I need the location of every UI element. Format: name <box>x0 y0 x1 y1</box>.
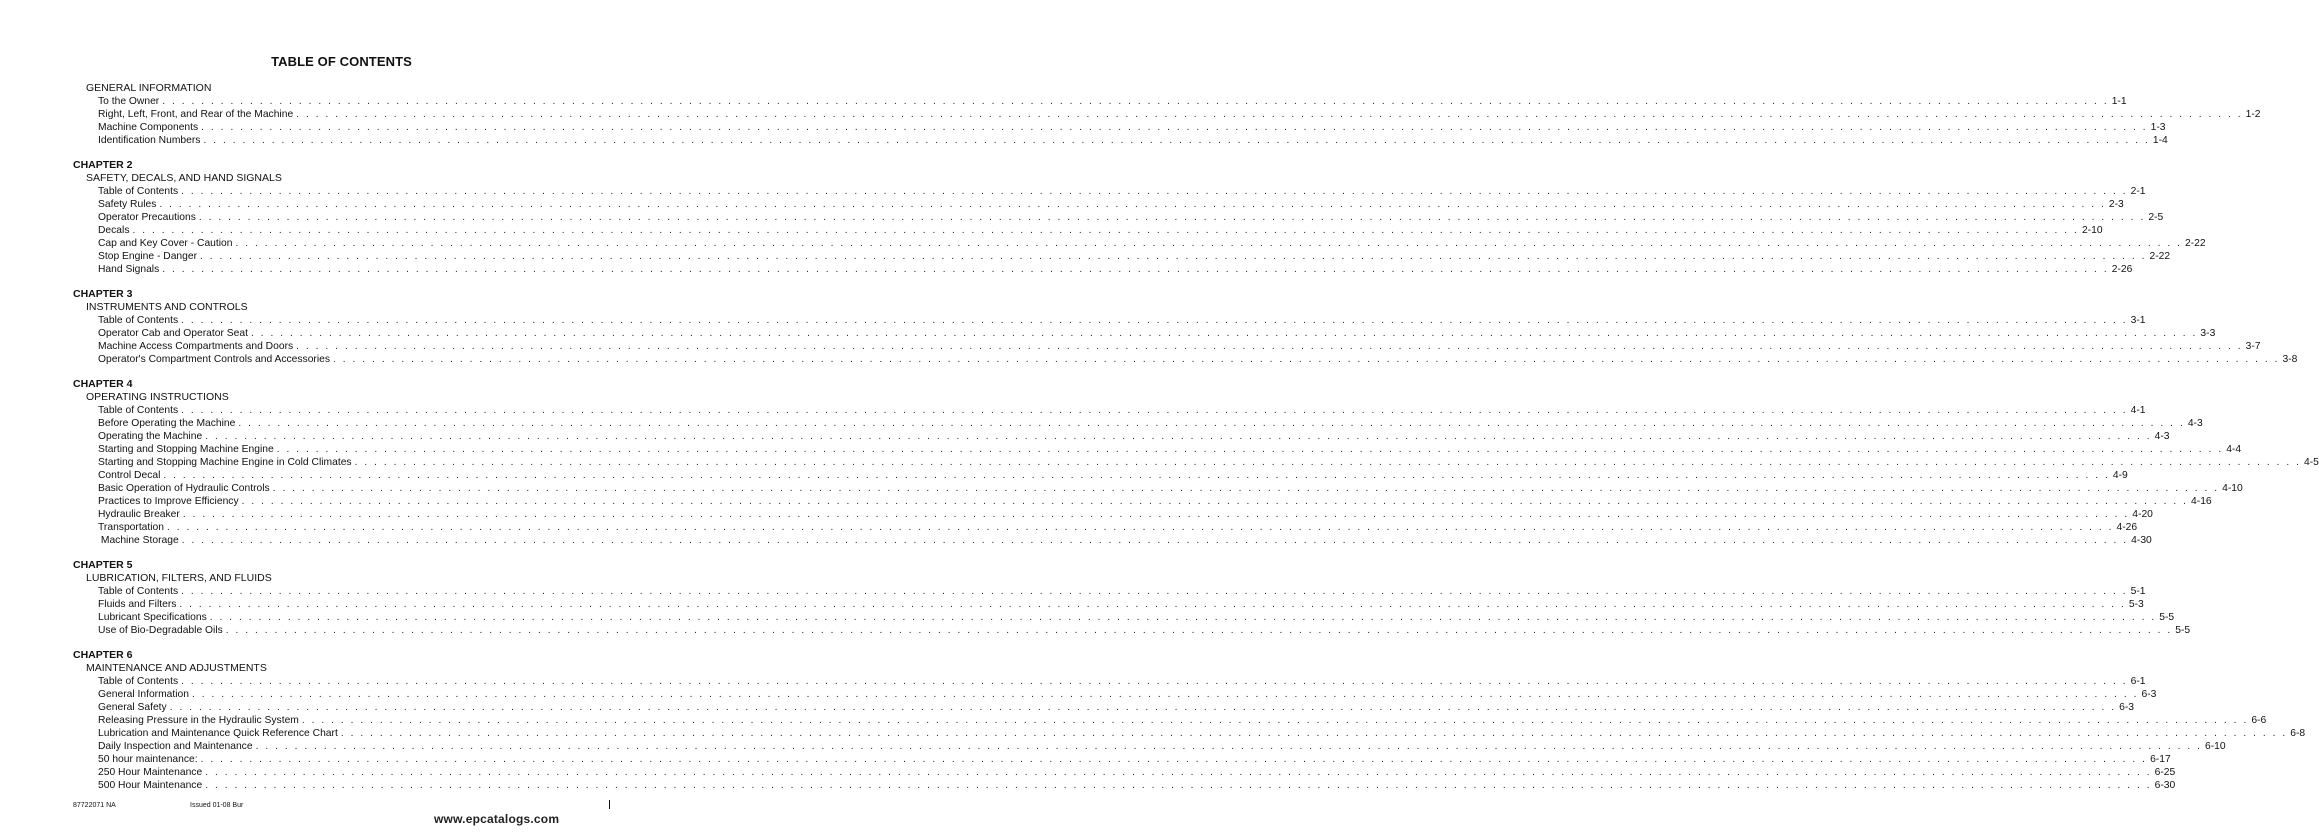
toc-entry[interactable] <box>98 340 2261 353</box>
dot-leader: . . . . . . . . . . . . . . . . . . . . . . . . . . . . . . . . . . . . . . . . . . . . . . . . . . . . . . . . . . . . . . . . . . . . . . . . . . . . . . . . . . . . . . . . . . . . . . . . . . . . . . . . . . . . . . . . . . . . . . . . . . . . . . . . . . . . . . . . . . . . . . . . . . . . . . . . . . . . . . . . . . . . . . . . . . . . . . . . . . . . . . . . . . . . . . . . . . . . . . . . <box>162 96 2109 107</box>
toc-entry-page: 3-7 <box>2245 341 2261 352</box>
toc-entry-text: Operator Precautions <box>98 212 196 223</box>
toc-entry[interactable] <box>98 469 2128 482</box>
toc-entry-text: Machine Storage <box>98 535 179 546</box>
dot-leader: . . . . . . . . . . . . . . . . . . . . . . . . . . . . . . . . . . . . . . . . . . . . . . . . . . . . . . . . . . . . . . . . . . . . . . . . . . . . . . . . . . . . . . . . . . . . . . . . . . . . . . . . . . . . . . . . . . . . . . . . . . . . . . . . . . . . . . . . . . . . . . . . . . . . . . . . . . . . . . . . . . . . . . . . . . . . . . . . . . . . . . . . . . . . . . . . . . . . . . . . <box>205 780 2152 791</box>
section-title: MAINTENANCE AND ADJUSTMENTS <box>86 662 267 674</box>
toc-entry[interactable] <box>98 121 2166 134</box>
toc-entry-text: General Safety <box>98 702 167 713</box>
dot-leader: . . . . . . . . . . . . . . . . . . . . . . . . . . . . . . . . . . . . . . . . . . . . . . . . . . . . . . . . . . . . . . . . . . . . . . . . . . . . . . . . . . . . . . . . . . . . . . . . . . . . . . . . . . . . . . . . . . . . . . . . . . . . . . . . . . . . . . . . . . . . . . . . . . . . . . . . . . . . . . . . . . . . . . . . . . . . . . . . . . . . . . . . . . . . . . . . . . . . . . . . <box>181 405 2128 416</box>
toc-entry-text: Starting and Stopping Machine Engine in Cold Climates <box>98 457 352 468</box>
toc-entry-text: Table of Contents <box>98 186 179 197</box>
toc-entry-page: 5-5 <box>2175 625 2191 636</box>
dot-leader: . . . . . . . . . . . . . . . . . . . . . . . . . . . . . . . . . . . . . . . . . . . . . . . . . . . . . . . . . . . . . . . . . . . . . . . . . . . . . . . . . . . . . . . . . . . . . . . . . . . . . . . . . . . . . . . . . . . . . . . . . . . . . . . . . . . . . . . . . . . . . . . . . . . . . . . . . . . . . . . . . . . . . . . . . . . . . . . . . . . . . . . . . . . . . . . . . . . . . . . . <box>163 470 2110 481</box>
dot-leader: . . . . . . . . . . . . . . . . . . . . . . . . . . . . . . . . . . . . . . . . . . . . . . . . . . . . . . . . . . . . . . . . . . . . . . . . . . . . . . . . . . . . . . . . . . . . . . . . . . . . . . . . . . . . . . . . . . . . . . . . . . . . . . . . . . . . . . . . . . . . . . . . . . . . . . . . . . . . . . . . . . . . . . . . . . . . . . . . . . . . . . . . . . . . . . . . . . . . . . . . <box>205 431 2152 442</box>
dot-leader: . . . . . . . . . . . . . . . . . . . . . . . . . . . . . . . . . . . . . . . . . . . . . . . . . . . . . . . . . . . . . . . . . . . . . . . . . . . . . . . . . . . . . . . . . . . . . . . . . . . . . . . . . . . . . . . . . . . . . . . . . . . . . . . . . . . . . . . . . . . . . . . . . . . . . . . . . . . . . . . . . . . . . . . . . . . . . . . . . . . . . . . . . . . . . . . . . . . . . . . . <box>296 341 2243 352</box>
toc-entry[interactable] <box>98 779 2176 792</box>
page-title: TABLE OF CONTENTS <box>271 54 412 69</box>
section-title: INSTRUMENTS AND CONTROLS <box>86 301 248 313</box>
section-spacer <box>0 147 647 159</box>
toc-entry[interactable] <box>98 482 2243 495</box>
toc-entry-page: 6-6 <box>2251 715 2267 726</box>
toc-entry-text: Identification Numbers <box>98 135 201 146</box>
toc-entry-page: 2-3 <box>2108 199 2124 210</box>
toc-entry-text: Machine Access Compartments and Doors <box>98 341 294 352</box>
toc-entry-text: To the Owner <box>98 96 160 107</box>
toc-entry[interactable] <box>98 443 2242 456</box>
toc-entry-text: Operator's Compartment Controls and Accessories <box>98 354 331 365</box>
toc-entry-text: 250 Hour Maintenance <box>98 767 203 778</box>
toc-entry-text: Starting and Stopping Machine Engine <box>98 444 274 455</box>
toc-entry[interactable] <box>98 675 2146 688</box>
toc-entry[interactable] <box>98 714 2267 727</box>
toc-entry-page: 6-1 <box>2130 676 2146 687</box>
part-number: 87722071 NA <box>73 802 116 809</box>
toc-entry-page: 2-10 <box>2081 225 2103 236</box>
toc-entry[interactable] <box>98 430 2170 443</box>
toc-entry-text: Table of Contents <box>98 315 179 326</box>
dot-leader: . . . . . . . . . . . . . . . . . . . . . . . . . . . . . . . . . . . . . . . . . . . . . . . . . . . . . . . . . . . . . . . . . . . . . . . . . . . . . . . . . . . . . . . . . . . . . . . . . . . . . . . . . . . . . . . . . . . . . . . . . . . . . . . . . . . . . . . . . . . . . . . . . . . . . . . . . . . . . . . . . . . . . . . . . . . . . . . . . . . . . . . . . . . . . . . . . . . . . . . . <box>181 315 2128 326</box>
dot-leader: . . . . . . . . . . . . . . . . . . . . . . . . . . . . . . . . . . . . . . . . . . . . . . . . . . . . . . . . . . . . . . . . . . . . . . . . . . . . . . . . . . . . . . . . . . . . . . . . . . . . . . . . . . . . . . . . . . . . . . . . . . . . . . . . . . . . . . . . . . . . . . . . . . . . . . . . . . . . . . . . . . . . . . . . . . . . . . . . . . . . . . . . . . . . . . . . . . . . . . . . <box>200 754 2148 765</box>
toc-entry-page: 4-16 <box>2191 496 2212 507</box>
toc-entry-page: 5-1 <box>2130 586 2146 597</box>
issue-info: Issued 01-08 Bur <box>190 802 244 809</box>
dot-leader: . . . . . . . . . . . . . . . . . . . . . . . . . . . . . . . . . . . . . . . . . . . . . . . . . . . . . . . . . . . . . . . . . . . . . . . . . . . . . . . . . . . . . . . . . . . . . . . . . . . . . . . . . . . . . . . . . . . . . . . . . . . . . . . . . . . . . . . . . . . . . . . . . . . . . . . . . . . . . . . . . . . . . . . . . . . . . . . . . . . . . . . . . . . . . . . . . . . . . . . . <box>181 186 2128 197</box>
toc-entry-page: 4-10 <box>2222 483 2243 494</box>
dot-leader: . . . . . . . . . . . . . . . . . . . . . . . . . . . . . . . . . . . . . . . . . . . . . . . . . . . . . . . . . . . . . . . . . . . . . . . . . . . . . . . . . . . . . . . . . . . . . . . . . . . . . . . . . . . . . . . . . . . . . . . . . . . . . . . . . . . . . . . . . . . . . . . . . . . . . . . . . . . . . . . . . . . . . . . . . . . . . . . . . . . . . . . . . . . . . . . . . . . . . . . . <box>192 689 2139 700</box>
toc-entry[interactable] <box>98 701 2135 714</box>
section-spacer <box>0 276 647 288</box>
toc-entry-page: 2-1 <box>2130 186 2146 197</box>
toc-entry[interactable] <box>98 688 2157 701</box>
toc-entry-text: Fluids and Filters <box>98 599 177 610</box>
dot-leader: . . . . . . . . . . . . . . . . . . . . . . . . . . . . . . . . . . . . . . . . . . . . . . . . . . . . . . . . . . . . . . . . . . . . . . . . . . . . . . . . . . . . . . . . . . . . . . . . . . . . . . . . . . . . . . . . . . . . . . . . . . . . . . . . . . . . . . . . . . . . . . . . . . . . . . . . . . . . . . . . . . . . . . . . . . . . . . . . . . . . . . . . . . . . . . . . . . . . . . . . <box>241 496 2189 507</box>
toc-entry-text: Table of Contents <box>98 586 179 597</box>
toc-entry[interactable] <box>98 224 2103 237</box>
dot-leader: . . . . . . . . . . . . . . . . . . . . . . . . . . . . . . . . . . . . . . . . . . . . . . . . . . . . . . . . . . . . . . . . . . . . . . . . . . . . . . . . . . . . . . . . . . . . . . . . . . . . . . . . . . . . . . . . . . . . . . . . . . . . . . . . . . . . . . . . . . . . . . . . . . . . . . . . . . . . . . . . . . . . . . . . . . . . . . . . . . . . . . . . . . . . . . . . . . . . . . . . <box>255 741 2203 752</box>
toc-entry-page: 6-25 <box>2154 767 2176 778</box>
toc-entry[interactable] <box>98 95 2127 108</box>
toc-entry[interactable] <box>98 263 2133 276</box>
toc-entry[interactable] <box>98 108 2261 121</box>
toc-entry-text: Control Decal <box>98 470 161 481</box>
toc-entry-page: 3-3 <box>2200 328 2216 339</box>
toc-entry-page: 4-4 <box>2226 444 2242 455</box>
dot-leader: . . . . . . . . . . . . . . . . . . . . . . . . . . . . . . . . . . . . . . . . . . . . . . . . . . . . . . . . . . . . . . . . . . . . . . . . . . . . . . . . . . . . . . . . . . . . . . . . . . . . . . . . . . . . . . . . . . . . . . . . . . . . . . . . . . . . . . . . . . . . . . . . . . . . . . . . . . . . . . . . . . . . . . . . . . . . . . . . . . . . . . . . . . . . . . . . . . . . . . . . <box>205 767 2152 778</box>
chapter-label: CHAPTER 6 <box>73 649 133 661</box>
toc-entry-page: 1-2 <box>2245 109 2261 120</box>
toc-entry-text: Safety Rules <box>98 199 157 210</box>
dot-leader: . . . . . . . . . . . . . . . . . . . . . . . . . . . . . . . . . . . . . . . . . . . . . . . . . . . . . . . . . . . . . . . . . . . . . . . . . . . . . . . . . . . . . . . . . . . . . . . . . . . . . . . . . . . . . . . . . . . . . . . . . . . . . . . . . . . . . . . . . . . . . . . . . . . . . . . . . . . . . . . . . . . . . . . . . . . . . . . . . . . . . . . . . . . . . . . . . . . . . . . . <box>235 238 2182 249</box>
toc-entry[interactable] <box>98 237 2206 250</box>
toc-section <box>0 559 2191 637</box>
toc-entry-text: Decals <box>98 225 130 236</box>
toc-entry-text: Cap and Key Cover - Caution <box>98 238 233 249</box>
toc-entry-text: Lubrication and Maintenance Quick Reference Chart <box>98 728 338 739</box>
chapter-label: CHAPTER 5 <box>73 559 133 571</box>
toc-entry[interactable] <box>98 521 2138 534</box>
toc-entry-text: Lubricant Specifications <box>98 612 207 623</box>
toc-section <box>0 159 2206 276</box>
dot-leader: . . . . . . . . . . . . . . . . . . . . . . . . . . . . . . . . . . . . . . . . . . . . . . . . . . . . . . . . . . . . . . . . . . . . . . . . . . . . . . . . . . . . . . . . . . . . . . . . . . . . . . . . . . . . . . . . . . . . . . . . . . . . . . . . . . . . . . . . . . . . . . . . . . . . . . . . . . . . . . . . . . . . . . . . . . . . . . . . . . . . . . . . . . . . . . . . . . . . . . . . <box>181 586 2128 597</box>
dot-leader: . . . . . . . . . . . . . . . . . . . . . . . . . . . . . . . . . . . . . . . . . . . . . . . . . . . . . . . . . . . . . . . . . . . . . . . . . . . . . . . . . . . . . . . . . . . . . . . . . . . . . . . . . . . . . . . . . . . . . . . . . . . . . . . . . . . . . . . . . . . . . . . . . . . . . . . . . . . . . . . . . . . . . . . . . . . . . . . . . . . . . . . . . . . . . . . . . . . . . . . . <box>225 625 2173 636</box>
dot-leader: . . . . . . . . . . . . . . . . . . . . . . . . . . . . . . . . . . . . . . . . . . . . . . . . . . . . . . . . . . . . . . . . . . . . . . . . . . . . . . . . . . . . . . . . . . . . . . . . . . . . . . . . . . . . . . . . . . . . . . . . . . . . . . . . . . . . . . . . . . . . . . . . . . . . . . . . . . . . . . . . . . . . . . . . . . . . . . . . . . . . . . . . . . . . . . . . . . . . . . . . <box>250 328 2198 339</box>
dot-leader: . . . . . . . . . . . . . . . . . . . . . . . . . . . . . . . . . . . . . . . . . . . . . . . . . . . . . . . . . . . . . . . . . . . . . . . . . . . . . . . . . . . . . . . . . . . . . . . . . . . . . . . . . . . . . . . . . . . . . . . . . . . . . . . . . . . . . . . . . . . . . . . . . . . . . . . . . . . . . . . . . . . . . . . . . . . . . . . . . . . . . . . . . . . . . . . . . . . . . . . . <box>169 702 2117 713</box>
section-spacer <box>0 637 647 649</box>
toc-entry[interactable] <box>98 534 2152 547</box>
toc-section <box>0 82 2261 147</box>
toc-entry[interactable] <box>98 611 2175 624</box>
toc-entry-page: 6-8 <box>2290 728 2306 739</box>
dot-leader: . . . . . . . . . . . . . . . . . . . . . . . . . . . . . . . . . . . . . . . . . . . . . . . . . . . . . . . . . . . . . . . . . . . . . . . . . . . . . . . . . . . . . . . . . . . . . . . . . . . . . . . . . . . . . . . . . . . . . . . . . . . . . . . . . . . . . . . . . . . . . . . . . . . . . . . . . . . . . . . . . . . . . . . . . . . . . . . . . . . . . . . . . . . . . . . . . . . . . . . . <box>354 457 2302 468</box>
dot-leader: . . . . . . . . . . . . . . . . . . . . . . . . . . . . . . . . . . . . . . . . . . . . . . . . . . . . . . . . . . . . . . . . . . . . . . . . . . . . . . . . . . . . . . . . . . . . . . . . . . . . . . . . . . . . . . . . . . . . . . . . . . . . . . . . . . . . . . . . . . . . . . . . . . . . . . . . . . . . . . . . . . . . . . . . . . . . . . . . . . . . . . . . . . . . . . . . . . . . . . . . <box>159 199 2106 210</box>
watermark-text: www.epcatalogs.com <box>434 812 560 826</box>
toc-entry-page: 4-26 <box>2116 522 2138 533</box>
dot-leader: . . . . . . . . . . . . . . . . . . . . . . . . . . . . . . . . . . . . . . . . . . . . . . . . . . . . . . . . . . . . . . . . . . . . . . . . . . . . . . . . . . . . . . . . . . . . . . . . . . . . . . . . . . . . . . . . . . . . . . . . . . . . . . . . . . . . . . . . . . . . . . . . . . . . . . . . . . . . . . . . . . . . . . . . . . . . . . . . . . . . . . . . . . . . . . . . . . . . . . . . <box>276 444 2224 455</box>
toc-entry-page: 2-26 <box>2111 264 2133 275</box>
toc-entry-text: 50 hour maintenance: <box>98 754 198 765</box>
toc-section <box>0 649 2306 792</box>
toc-entry[interactable] <box>98 766 2176 779</box>
section-title: GENERAL INFORMATION <box>86 82 212 94</box>
section-title: LUBRICATION, FILTERS, AND FLUIDS <box>86 572 272 584</box>
toc-entry-text: Table of Contents <box>98 676 179 687</box>
toc-entry-page: 5-3 <box>2128 599 2144 610</box>
toc-entry[interactable] <box>98 495 2212 508</box>
toc-entry-page: 3-8 <box>2282 354 2298 365</box>
dot-leader: . . . . . . . . . . . . . . . . . . . . . . . . . . . . . . . . . . . . . . . . . . . . . . . . . . . . . . . . . . . . . . . . . . . . . . . . . . . . . . . . . . . . . . . . . . . . . . . . . . . . . . . . . . . . . . . . . . . . . . . . . . . . . . . . . . . . . . . . . . . . . . . . . . . . . . . . . . . . . . . . . . . . . . . . . . . . . . . . . . . . . . . . . . . . . . . . . . . . . . . . <box>203 135 2150 146</box>
toc-section <box>0 378 2319 547</box>
dot-leader: . . . . . . . . . . . . . . . . . . . . . . . . . . . . . . . . . . . . . . . . . . . . . . . . . . . . . . . . . . . . . . . . . . . . . . . . . . . . . . . . . . . . . . . . . . . . . . . . . . . . . . . . . . . . . . . . . . . . . . . . . . . . . . . . . . . . . . . . . . . . . . . . . . . . . . . . . . . . . . . . . . . . . . . . . . . . . . . . . . . . . . . . . . . . . . . . . . . . . . . . <box>209 612 2157 623</box>
dot-leader: . . . . . . . . . . . . . . . . . . . . . . . . . . . . . . . . . . . . . . . . . . . . . . . . . . . . . . . . . . . . . . . . . . . . . . . . . . . . . . . . . . . . . . . . . . . . . . . . . . . . . . . . . . . . . . . . . . . . . . . . . . . . . . . . . . . . . . . . . . . . . . . . . . . . . . . . . . . . . . . . . . . . . . . . . . . . . . . . . . . . . . . . . . . . . . . . . . . . . . . . <box>301 715 2249 726</box>
toc-entry-page: 6-3 <box>2141 689 2157 700</box>
toc-entry-text: 500 Hour Maintenance <box>98 780 203 791</box>
dot-leader: . . . . . . . . . . . . . . . . . . . . . . . . . . . . . . . . . . . . . . . . . . . . . . . . . . . . . . . . . . . . . . . . . . . . . . . . . . . . . . . . . . . . . . . . . . . . . . . . . . . . . . . . . . . . . . . . . . . . . . . . . . . . . . . . . . . . . . . . . . . . . . . . . . . . . . . . . . . . . . . . . . . . . . . . . . . . . . . . . . . . . . . . . . . . . . . . . . . . . . . . <box>198 212 2146 223</box>
toc-entry[interactable] <box>98 134 2168 147</box>
toc-entry-page: 1-4 <box>2152 135 2168 146</box>
chapter-label: CHAPTER 4 <box>73 378 133 390</box>
page-edge-mark <box>609 800 610 809</box>
dot-leader: . . . . . . . . . . . . . . . . . . . . . . . . . . . . . . . . . . . . . . . . . . . . . . . . . . . . . . . . . . . . . . . . . . . . . . . . . . . . . . . . . . . . . . . . . . . . . . . . . . . . . . . . . . . . . . . . . . . . . . . . . . . . . . . . . . . . . . . . . . . . . . . . . . . . . . . . . . . . . . . . . . . . . . . . . . . . . . . . . . . . . . . . . . . . . . . . . . . . . . . . <box>296 109 2243 120</box>
section-spacer <box>0 547 647 559</box>
toc-entry-page: 1-3 <box>2150 122 2166 133</box>
toc-entry-text: Stop Engine - Danger <box>98 251 198 262</box>
toc-entry-page: 4-5 <box>2304 457 2319 468</box>
toc-entry-page: 6-17 <box>2150 754 2171 765</box>
toc-entry[interactable] <box>98 327 2216 340</box>
section-title: OPERATING INSTRUCTIONS <box>86 391 229 403</box>
toc-entry-page: 2-22 <box>2184 238 2206 249</box>
toc-entry[interactable] <box>98 404 2146 417</box>
toc-entry[interactable] <box>98 753 2171 766</box>
toc-section <box>0 288 2298 366</box>
toc-entry-text: Before Operating the Machine <box>98 418 236 429</box>
toc-entry[interactable] <box>98 417 2203 430</box>
dot-leader: . . . . . . . . . . . . . . . . . . . . . . . . . . . . . . . . . . . . . . . . . . . . . . . . . . . . . . . . . . . . . . . . . . . . . . . . . . . . . . . . . . . . . . . . . . . . . . . . . . . . . . . . . . . . . . . . . . . . . . . . . . . . . . . . . . . . . . . . . . . . . . . . . . . . . . . . . . . . . . . . . . . . . . . . . . . . . . . . . . . . . . . . . . . . . . . . . . . . . . . . <box>182 509 2130 520</box>
toc-entry[interactable] <box>98 198 2124 211</box>
toc-entry[interactable] <box>98 314 2146 327</box>
toc-entry-text: Transportation <box>98 522 165 533</box>
toc-entry[interactable] <box>98 585 2146 598</box>
dot-leader: . . . . . . . . . . . . . . . . . . . . . . . . . . . . . . . . . . . . . . . . . . . . . . . . . . . . . . . . . . . . . . . . . . . . . . . . . . . . . . . . . . . . . . . . . . . . . . . . . . . . . . . . . . . . . . . . . . . . . . . . . . . . . . . . . . . . . . . . . . . . . . . . . . . . . . . . . . . . . . . . . . . . . . . . . . . . . . . . . . . . . . . . . . . . . . . . . . . . . . . . <box>201 122 2148 133</box>
toc-entry[interactable] <box>98 353 2298 366</box>
dot-leader: . . . . . . . . . . . . . . . . . . . . . . . . . . . . . . . . . . . . . . . . . . . . . . . . . . . . . . . . . . . . . . . . . . . . . . . . . . . . . . . . . . . . . . . . . . . . . . . . . . . . . . . . . . . . . . . . . . . . . . . . . . . . . . . . . . . . . . . . . . . . . . . . . . . . . . . . . . . . . . . . . . . . . . . . . . . . . . . . . . . . . . . . . . . . . . . . . . . . . . . . <box>181 535 2129 546</box>
toc-entry-page: 4-3 <box>2154 431 2170 442</box>
dot-leader: . . . . . . . . . . . . . . . . . . . . . . . . . . . . . . . . . . . . . . . . . . . . . . . . . . . . . . . . . . . . . . . . . . . . . . . . . . . . . . . . . . . . . . . . . . . . . . . . . . . . . . . . . . . . . . . . . . . . . . . . . . . . . . . . . . . . . . . . . . . . . . . . . . . . . . . . . . . . . . . . . . . . . . . . . . . . . . . . . . . . . . . . . . . . . . . . . . . . . . . . <box>238 418 2185 429</box>
dot-leader: . . . . . . . . . . . . . . . . . . . . . . . . . . . . . . . . . . . . . . . . . . . . . . . . . . . . . . . . . . . . . . . . . . . . . . . . . . . . . . . . . . . . . . . . . . . . . . . . . . . . . . . . . . . . . . . . . . . . . . . . . . . . . . . . . . . . . . . . . . . . . . . . . . . . . . . . . . . . . . . . . . . . . . . . . . . . . . . . . . . . . . . . . . . . . . . . . . . . . . . . <box>132 225 2079 236</box>
toc-entry-page: 2-5 <box>2148 212 2164 223</box>
toc-entry[interactable] <box>98 185 2146 198</box>
toc-entry-page: 6-30 <box>2154 780 2176 791</box>
toc-entry-text: Daily Inspection and Maintenance <box>98 741 253 752</box>
toc-entry-text: Operating the Machine <box>98 431 203 442</box>
chapter-label: CHAPTER 2 <box>73 159 133 171</box>
page-footer <box>73 802 244 809</box>
toc-entry-page: 2-22 <box>2149 251 2171 262</box>
toc-entry-page: 3-1 <box>2130 315 2146 326</box>
dot-leader: . . . . . . . . . . . . . . . . . . . . . . . . . . . . . . . . . . . . . . . . . . . . . . . . . . . . . . . . . . . . . . . . . . . . . . . . . . . . . . . . . . . . . . . . . . . . . . . . . . . . . . . . . . . . . . . . . . . . . . . . . . . . . . . . . . . . . . . . . . . . . . . . . . . . . . . . . . . . . . . . . . . . . . . . . . . . . . . . . . . . . . . . . . . . . . . . . . . . . . . . <box>200 251 2147 262</box>
toc-entry[interactable] <box>98 727 2306 740</box>
toc-entry-text: Right, Left, Front, and Rear of the Machine <box>98 109 294 120</box>
toc-entry[interactable] <box>98 740 2226 753</box>
toc-entry[interactable] <box>98 250 2171 263</box>
toc-entry-page: 4-20 <box>2132 509 2153 520</box>
section-title: SAFETY, DECALS, AND HAND SIGNALS <box>86 172 282 184</box>
toc-entry-text: Use of Bio-Degradable Oils <box>98 625 223 636</box>
toc-entry-text: Basic Operation of Hydraulic Controls <box>98 483 270 494</box>
toc-entry-page: 4-9 <box>2112 470 2128 481</box>
toc-entry-page: 5-5 <box>2159 612 2175 623</box>
toc-entry[interactable] <box>98 624 2191 637</box>
dot-leader: . . . . . . . . . . . . . . . . . . . . . . . . . . . . . . . . . . . . . . . . . . . . . . . . . . . . . . . . . . . . . . . . . . . . . . . . . . . . . . . . . . . . . . . . . . . . . . . . . . . . . . . . . . . . . . . . . . . . . . . . . . . . . . . . . . . . . . . . . . . . . . . . . . . . . . . . . . . . . . . . . . . . . . . . . . . . . . . . . . . . . . . . . . . . . . . . . . . . . . . . <box>162 264 2109 275</box>
chapter-label: CHAPTER 3 <box>73 288 133 300</box>
toc-entry[interactable] <box>98 508 2153 521</box>
toc-entry-page: 6-10 <box>2205 741 2226 752</box>
dot-leader: . . . . . . . . . . . . . . . . . . . . . . . . . . . . . . . . . . . . . . . . . . . . . . . . . . . . . . . . . . . . . . . . . . . . . . . . . . . . . . . . . . . . . . . . . . . . . . . . . . . . . . . . . . . . . . . . . . . . . . . . . . . . . . . . . . . . . . . . . . . . . . . . . . . . . . . . . . . . . . . . . . . . . . . . . . . . . . . . . . . . . . . . . . . . . . . . . . . . . . . . <box>272 483 2220 494</box>
toc-entry-text: Practices to Improve Efficiency <box>98 496 239 507</box>
toc-entry-page: 4-3 <box>2187 418 2203 429</box>
dot-leader: . . . . . . . . . . . . . . . . . . . . . . . . . . . . . . . . . . . . . . . . . . . . . . . . . . . . . . . . . . . . . . . . . . . . . . . . . . . . . . . . . . . . . . . . . . . . . . . . . . . . . . . . . . . . . . . . . . . . . . . . . . . . . . . . . . . . . . . . . . . . . . . . . . . . . . . . . . . . . . . . . . . . . . . . . . . . . . . . . . . . . . . . . . . . . . . . . . . . . . . . <box>181 676 2128 687</box>
dot-leader: . . . . . . . . . . . . . . . . . . . . . . . . . . . . . . . . . . . . . . . . . . . . . . . . . . . . . . . . . . . . . . . . . . . . . . . . . . . . . . . . . . . . . . . . . . . . . . . . . . . . . . . . . . . . . . . . . . . . . . . . . . . . . . . . . . . . . . . . . . . . . . . . . . . . . . . . . . . . . . . . . . . . . . . . . . . . . . . . . . . . . . . . . . . . . . . . . . . . . . . . <box>167 522 2114 533</box>
toc-entry-text: General Information <box>98 689 190 700</box>
toc-entry-text: Hand Signals <box>98 264 160 275</box>
dot-leader: . . . . . . . . . . . . . . . . . . . . . . . . . . . . . . . . . . . . . . . . . . . . . . . . . . . . . . . . . . . . . . . . . . . . . . . . . . . . . . . . . . . . . . . . . . . . . . . . . . . . . . . . . . . . . . . . . . . . . . . . . . . . . . . . . . . . . . . . . . . . . . . . . . . . . . . . . . . . . . . . . . . . . . . . . . . . . . . . . . . . . . . . . . . . . . . . . . . . . . . . <box>333 354 2280 365</box>
toc-entry-text: Table of Contents <box>98 405 179 416</box>
toc-entry-text: Operator Cab and Operator Seat <box>98 328 248 339</box>
toc-entry[interactable] <box>98 598 2144 611</box>
dot-leader: . . . . . . . . . . . . . . . . . . . . . . . . . . . . . . . . . . . . . . . . . . . . . . . . . . . . . . . . . . . . . . . . . . . . . . . . . . . . . . . . . . . . . . . . . . . . . . . . . . . . . . . . . . . . . . . . . . . . . . . . . . . . . . . . . . . . . . . . . . . . . . . . . . . . . . . . . . . . . . . . . . . . . . . . . . . . . . . . . . . . . . . . . . . . . . . . . . . . . . . . <box>179 599 2126 610</box>
toc-entry[interactable] <box>98 456 2319 469</box>
toc-entry-page: 6-3 <box>2119 702 2135 713</box>
toc-entry-page: 4-30 <box>2131 535 2152 546</box>
table-of-contents <box>0 82 2319 792</box>
toc-entry-text: Machine Components <box>98 122 199 133</box>
toc-entry[interactable] <box>98 211 2164 224</box>
toc-entry-page: 1-1 <box>2111 96 2127 107</box>
section-spacer <box>0 366 647 378</box>
toc-entry-text: Hydraulic Breaker <box>98 509 180 520</box>
dot-leader: . . . . . . . . . . . . . . . . . . . . . . . . . . . . . . . . . . . . . . . . . . . . . . . . . . . . . . . . . . . . . . . . . . . . . . . . . . . . . . . . . . . . . . . . . . . . . . . . . . . . . . . . . . . . . . . . . . . . . . . . . . . . . . . . . . . . . . . . . . . . . . . . . . . . . . . . . . . . . . . . . . . . . . . . . . . . . . . . . . . . . . . . . . . . . . . . . . . . . . . . <box>340 728 2288 739</box>
toc-entry-text: Releasing Pressure in the Hydraulic System <box>98 715 299 726</box>
toc-entry-page: 4-1 <box>2130 405 2146 416</box>
